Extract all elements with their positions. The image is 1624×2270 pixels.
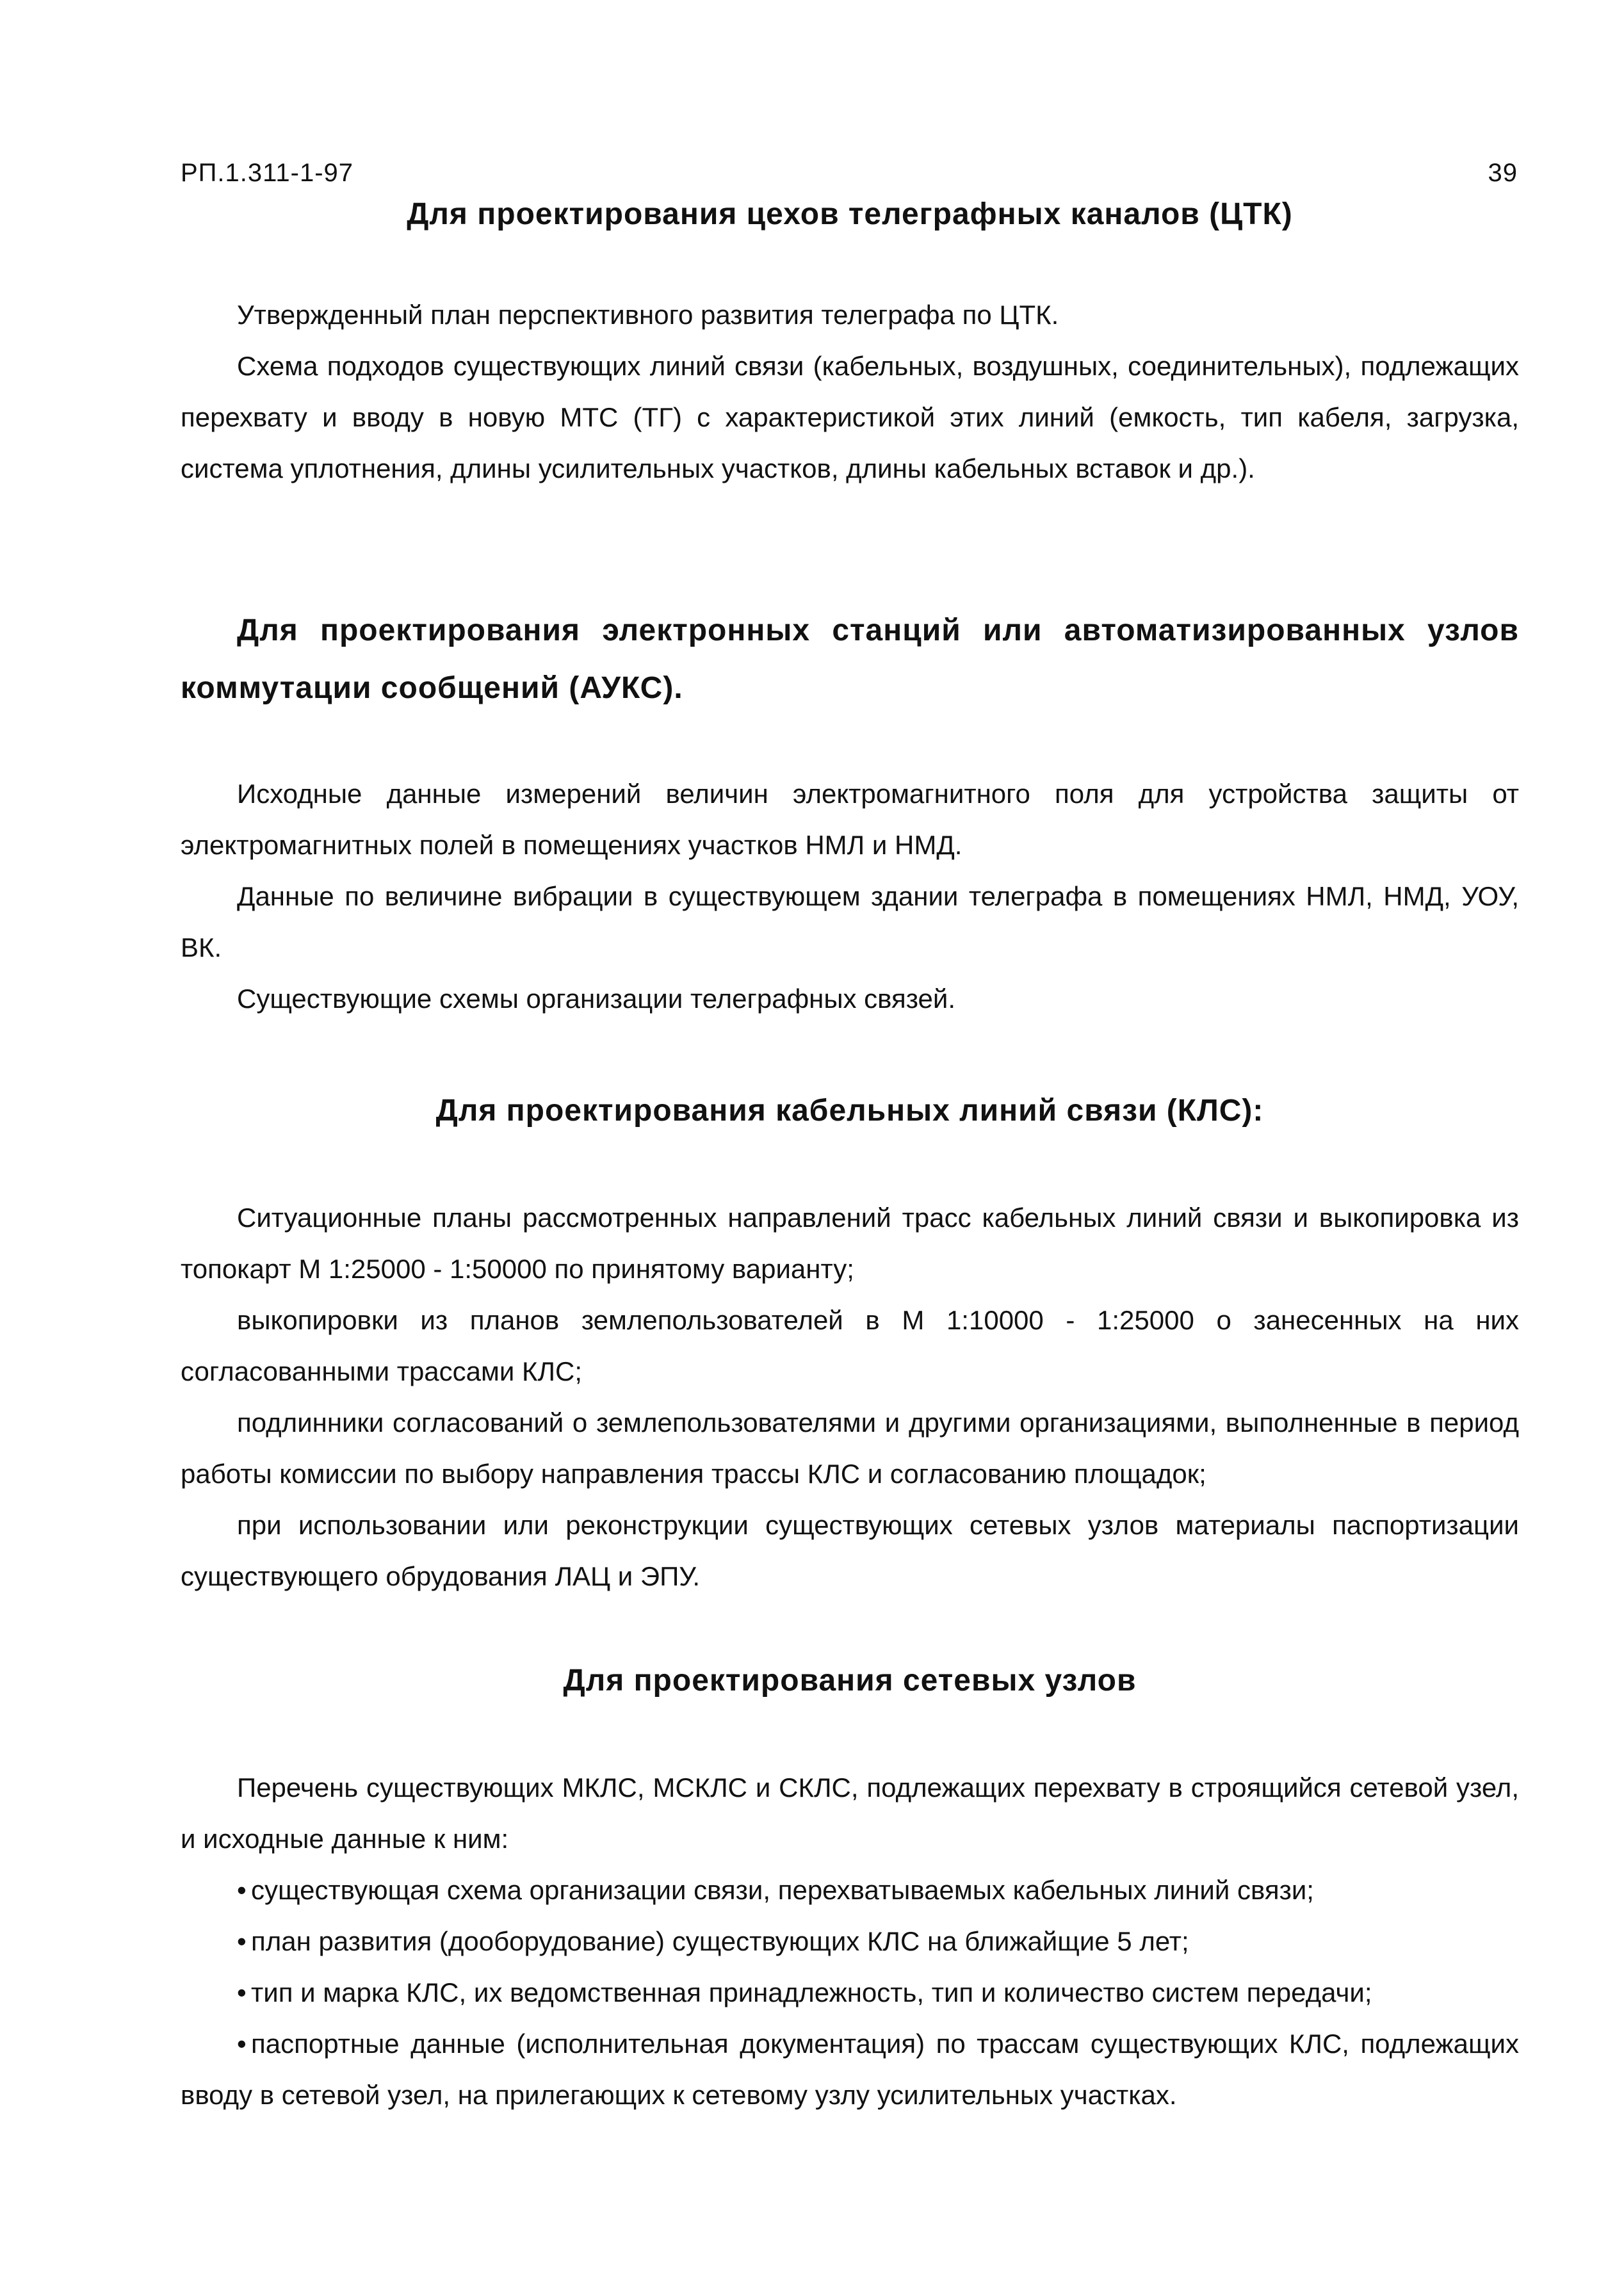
paragraph: подлинники согласований о землепользователями и другими организациями, выполненные в период работы комиссии по выбору направления трассы КЛС и согласованию площадок; — [181, 1407, 1519, 1489]
section-heading: Для проектирования цехов телеграфных каналов (ЦТК) — [407, 197, 1293, 231]
bullet-list — [181, 1865, 1519, 2121]
paragraph: Существующие схемы организации телеграфных связей. — [237, 984, 956, 1014]
list-item: • существующая схема организации связи, перехватываемых кабельных линий связи; — [181, 1865, 1519, 1916]
section-ctk-body — [181, 289, 1519, 494]
paragraph: выкопировки из планов землепользователей в М 1:10000 - 1:25000 о занесенных на них согласованными трассами КЛС; — [181, 1305, 1519, 1386]
bullet-icon: • — [237, 1875, 247, 1905]
bullet-icon: • — [237, 1926, 247, 1956]
section-ctk — [181, 186, 1519, 243]
section-auks-body — [181, 768, 1519, 1025]
page-number: 39 — [1488, 159, 1518, 187]
section-network-nodes — [181, 1652, 1519, 1710]
section-kls — [181, 1082, 1519, 1140]
section-heading: Для проектирования электронных станций или автоматизированных узлов коммутации сообщений (АУКС). — [181, 613, 1519, 705]
document-code: РП.1.311-1-97 — [181, 159, 354, 187]
bullet-icon: • — [237, 1977, 247, 2007]
list-item: • паспортные данные (исполнительная документация) по трассам существующих КЛС, подлежащих вводу в сетевой узел, на прилегающих к сетевому узлу усилительных участках. — [181, 2018, 1519, 2121]
section-network-nodes-body — [181, 1762, 1519, 2121]
paragraph: Данные по величине вибрации в существующем здании телеграфа в помещениях НМЛ, НМД, УОУ, ВК. — [181, 881, 1519, 962]
paragraph: Утвержденный план перспективного развития телеграфа по ЦТК. — [237, 300, 1059, 330]
paragraph: Исходные данные измерений величин электромагнитного поля для устройства защиты от электромагнитных полей в помещениях участков НМЛ и НМД. — [181, 779, 1519, 860]
list-item: • план развития (дооборудование) существующих КЛС на ближайщие 5 лет; — [181, 1916, 1519, 1967]
section-heading: Для проектирования кабельных линий связи (КЛС): — [435, 1094, 1264, 1128]
paragraph: Перечень существующих МКЛС, МСКЛС и СКЛС, подлежащих перехвату в строящийся сетевой узел, и исходные данные к ним: — [181, 1772, 1519, 1854]
list-item: • тип и марка КЛС, их ведомственная принадлежность, тип и количество систем передачи; — [181, 1967, 1519, 2018]
bullet-icon: • — [237, 2029, 247, 2059]
section-kls-body — [181, 1192, 1519, 1602]
section-auks — [181, 602, 1519, 717]
section-heading: Для проектирования сетевых узлов — [563, 1664, 1137, 1698]
paragraph: Схема подходов существующих линий связи (кабельных, воздушных, соединительных), подлежащих перехвату и вводу в новую МТС (ТГ) с характеристикой этих линий (емкость, тип кабеля, загрузка, система уплотнения, длины усилительных участков, длины кабельных вставок и др.). — [181, 351, 1519, 483]
paragraph: при использовании или реконструкции существующих сетевых узлов материалы паспортизации существующего обрудования ЛАЦ и ЭПУ. — [181, 1510, 1519, 1591]
paragraph: Ситуационные планы рассмотренных направлений трасс кабельных линий связи и выкопировка из топокарт М 1:25000 - 1:50000 по принятому варианту; — [181, 1203, 1519, 1284]
